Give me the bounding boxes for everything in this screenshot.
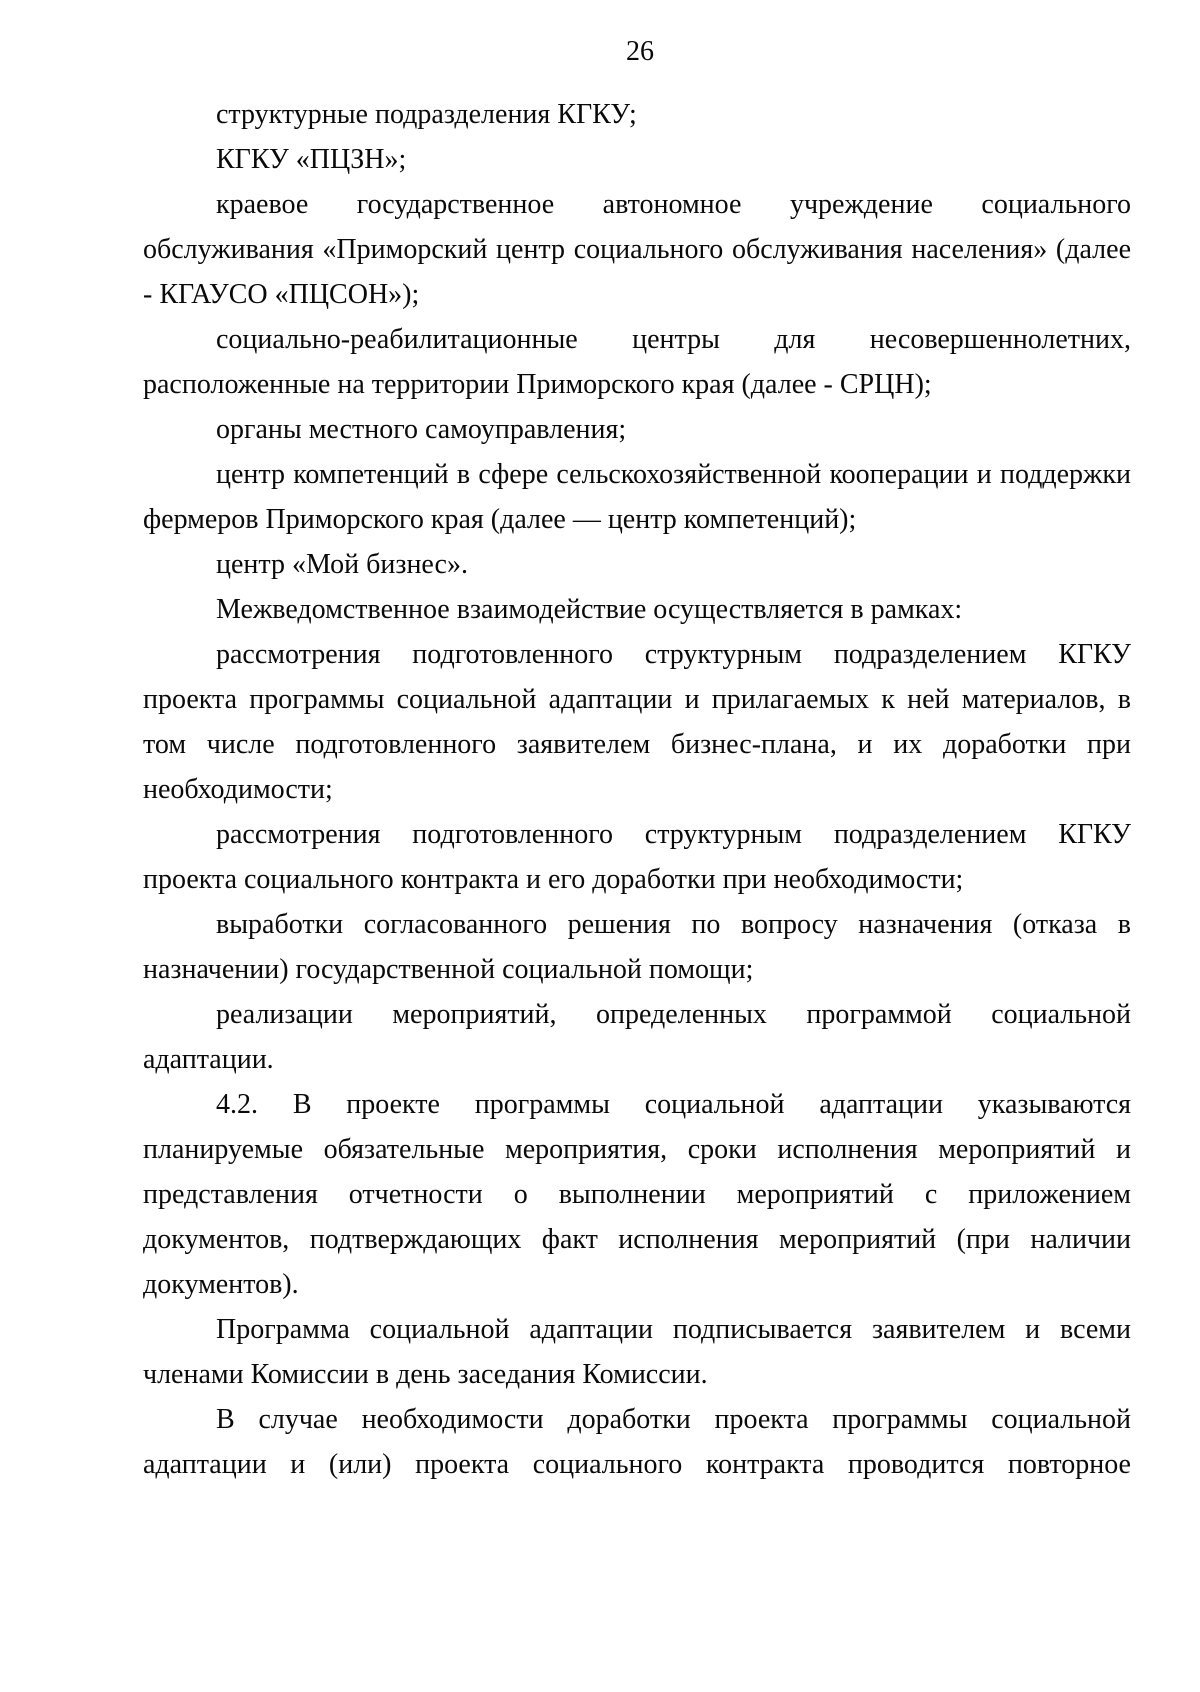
paragraph: рассмотрения подготовленного структурным подразделением КГКУ проекта программы социальной адаптации и прилагаемых к ней материалов, в том числе подготовленного заявителем бизнес-плана, и их доработки при необходимости; (143, 639, 1131, 805)
paragraph: структурные подразделения КГКУ; (216, 99, 637, 130)
page-number: 26 (626, 36, 654, 67)
paragraph: социально-реабилитационные центры для несовершеннолетних, расположенные на территории Приморского края (далее - СРЦН); (143, 324, 1131, 400)
paragraph: органы местного самоуправления; (216, 414, 627, 445)
paragraph: краевое государственное автономное учреждение социального обслуживания «Приморский центр социального обслуживания населения» (далее - КГАУСО «ПЦСОН»); (143, 189, 1131, 310)
document-body (143, 92, 1131, 1487)
paragraph: рассмотрения подготовленного структурным подразделением КГКУ проекта социального контракта и его доработки при необходимости; (143, 819, 1131, 895)
paragraph: Межведомственное взаимодействие осуществляется в рамках: (216, 594, 963, 625)
paragraph: В случае необходимости доработки проекта программы социальной адаптации и (или) проекта социального контракта проводится повторное (143, 1404, 1131, 1480)
paragraph: реализации мероприятий, определенных программой социальной адаптации. (143, 999, 1131, 1075)
paragraph: центр «Мой бизнес». (216, 549, 468, 580)
paragraph: центр компетенций в сфере сельскохозяйственной кооперации и поддержки фермеров Приморского края (далее — центр компетенций); (143, 459, 1131, 535)
paragraph: 4.2. В проекте программы социальной адаптации указываются планируемые обязательные мероприятия, сроки исполнения мероприятий и представления отчетности о выполнении мероприятий с приложением документов, подтверждающих факт исполнения мероприятий (при наличии документов). (143, 1089, 1131, 1300)
paragraph: выработки согласованного решения по вопросу назначения (отказа в назначении) государственной социальной помощи; (143, 909, 1131, 985)
paragraph: КГКУ «ПЦЗН»; (216, 144, 407, 175)
paragraph: Программа социальной адаптации подписывается заявителем и всеми членами Комиссии в день заседания Комиссии. (143, 1314, 1131, 1390)
